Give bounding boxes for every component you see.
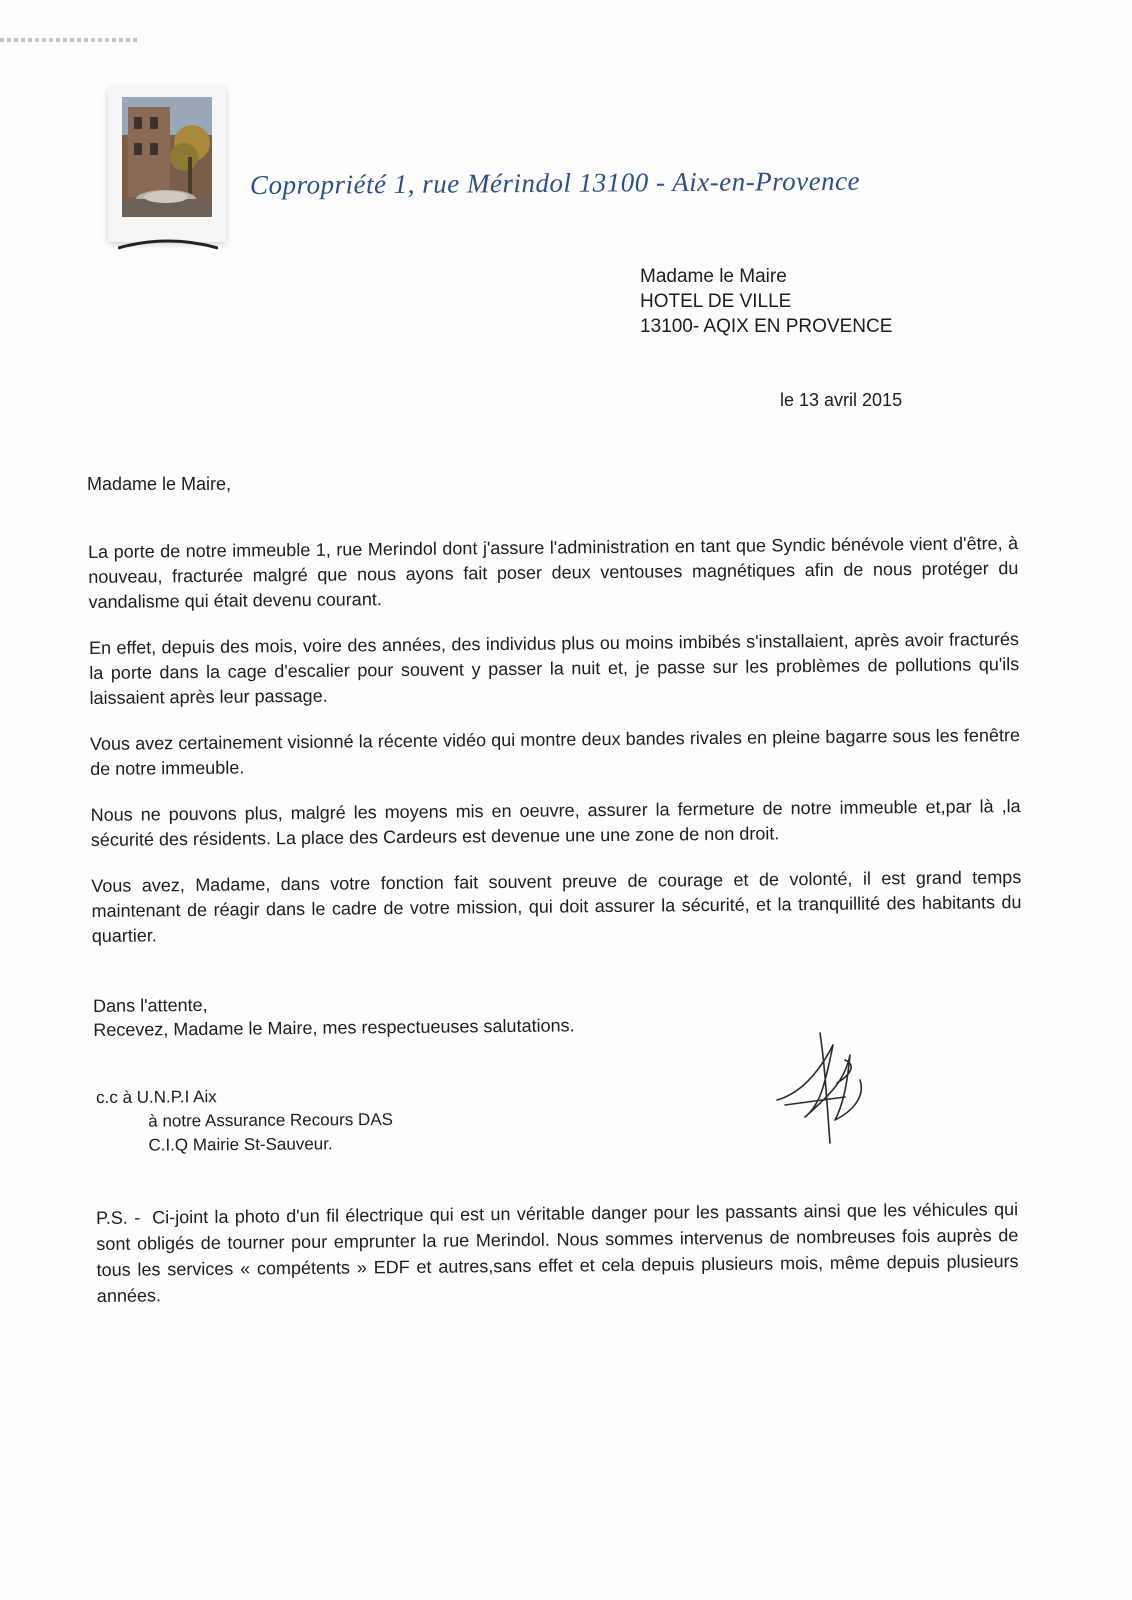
photo-shadow-curl (118, 236, 218, 254)
salutation: Madame le Maire, (87, 474, 232, 494)
letterhead-title: Copropriété 1, rue Mérindol 13100 - Aix-en-Provence (249, 165, 861, 200)
recipient-line-city: 13100- AQIX EN PROVENCE (640, 316, 893, 337)
cc-line: C.I.Q Mairie St-Sauveur. (148, 1134, 333, 1155)
body-paragraph: Vous avez, Madame, dans votre fonction fait souvent preuve de courage et de volonté, il est grand temps maintenant de réagir dans le cadre de votre mission, qui doit assurer la sécurité, et la tranquillité des habitants du quartier. (91, 867, 1022, 946)
postscript-label: P.S. - (96, 1207, 141, 1228)
cc-line: à notre Assurance Recours DAS (148, 1109, 394, 1131)
letter-date: le 13 avril 2015 (780, 390, 903, 410)
letter-body (88, 531, 1022, 970)
recipient-line-institution: HOTEL DE VILLE (640, 291, 792, 312)
postscript (96, 1196, 1019, 1309)
building-photo (108, 87, 226, 242)
recipient-line-name: Madame le Maire (640, 266, 787, 287)
closing-line: Dans l'attente, (93, 994, 208, 1016)
postscript-text: Ci-joint la photo d'un fil électrique qui est un véritable danger pour les passants ainsi que les véhicules qui sont obligés de tourner pour emprunter la rue Merindol. Nous sommes intervenus de nombreuses fois auprès de tous les services « compétents » EDF et autres,sans effet et cela depuis plusieurs mois, même depuis plusieurs années. (96, 1199, 1019, 1306)
body-paragraph: Nous ne pouvons plus, malgré les moyens mis en oeuvre, assurer la fermeture de notre immeuble et,par là ,la sécurité des résidents. La place des Cardeurs est devenue une une zone de non droit. (90, 796, 1021, 850)
closing (93, 989, 575, 1042)
cc-line: c.c à U.N.P.I Aix (96, 1087, 217, 1107)
body-paragraph: En effet, depuis des mois, voire des années, des individus plus ou moins imbibés s'installaient, après avoir fracturés la porte dans la cage d'escalier pour souvent y passer la nuit et, je passe sur les problèmes de pollutions qu'ils laissaient après leur passage. (88, 629, 1020, 708)
handwritten-signature (775, 1025, 885, 1145)
scan-artifact (0, 38, 140, 42)
carbon-copy-list (96, 1084, 393, 1158)
closing-line: Recevez, Madame le Maire, mes respectueuses salutations. (93, 1015, 575, 1040)
building-photo-image (108, 87, 226, 242)
recipient-address (640, 264, 892, 339)
body-paragraph: La porte de notre immeuble 1, rue Merindol dont j'assure l'administration en tant que Syndic bénévole vient d'être, à nouveau, fracturée malgré que nous ayons fait poser deux ventouses magnétiques afin de nous protéger du vandalisme qui était devenu courant. (88, 533, 1019, 612)
body-paragraph: Vous avez certainement visionné la récente vidéo qui montre deux bandes rivales en pleine bagarre sous les fenêtre de notre immeuble. (89, 725, 1021, 779)
